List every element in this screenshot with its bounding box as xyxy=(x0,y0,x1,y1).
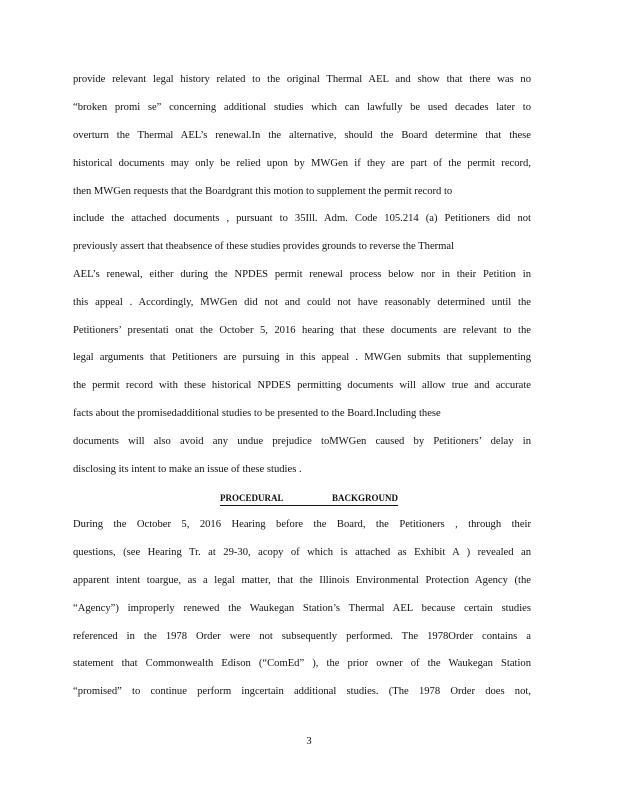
text-line: “Agency”) improperly renewed the Waukegan Station’s Thermal AEL because certain studies xyxy=(73,603,531,614)
text-line: questions, (see Hearing Tr. at 29-30, acopy of which is attached as Exhibit A ) revealed an xyxy=(73,547,531,558)
text-line: documents will also avoid any undue prejudice toMWGen caused by Petitioners’ delay in xyxy=(73,436,531,447)
text-line: legal arguments that Petitioners are pursuing in this appeal . MWGen submits that supplementing xyxy=(73,352,531,363)
page-number: 3 xyxy=(306,736,312,747)
text-line: the permit record with these historical NPDES permitting documents will allow true and accurate xyxy=(73,380,531,391)
text-line: include the attached documents , pursuant to 35Ill. Adm. Code 105.214 (a) Petitioners did not xyxy=(73,213,531,224)
text-line: referenced in the 1978 Order were not subsequently performed. The 1978Order contains a xyxy=(73,631,531,642)
text-line: then MWGen requests that the Boardgrant this motion to supplement the permit record to xyxy=(73,186,453,197)
text-line: facts about the promisedadditional studies to be presented to the Board.Including these xyxy=(73,408,441,419)
text-line: provide relevant legal history related to the original Thermal AEL and show that there was no xyxy=(73,74,531,85)
text-line: AEL’s renewal, either during the NPDES permit renewal process below nor in their Petition in xyxy=(73,269,531,280)
section-heading-word: BACKGROUND xyxy=(331,493,398,503)
text-line: Petitioners’ presentati onat the October 5, 2016 hearing that these documents are relevant to the xyxy=(73,325,531,336)
section-heading xyxy=(220,493,398,506)
text-line: apparent intent toargue, as a legal matter, that the Illinois Environmental Protection Agency (the xyxy=(73,575,531,586)
text-line: overturn the Thermal AEL’s renewal.In the alternative, should the Board determine that these xyxy=(73,130,531,141)
text-line: “promised” to continue perform ingcertain additional studies. (The 1978 Order does not, xyxy=(73,686,531,697)
text-line: During the October 5, 2016 Hearing before the Board, the Petitioners , through their xyxy=(73,519,531,530)
text-line: this appeal . Accordingly, MWGen did not and could not have reasonably determined until the xyxy=(73,297,531,308)
text-line: historical documents may only be relied upon by MWGen if they are part of the permit record, xyxy=(73,158,531,169)
section-heading-word: PROCEDURAL xyxy=(220,493,284,503)
text-line: statement that Commonwealth Edison (“ComEd” ), the prior owner of the Waukegan Station xyxy=(73,658,531,669)
text-line: disclosing its intent to make an issue of these studies . xyxy=(73,464,302,475)
text-line: “broken promi se” concerning additional studies which can lawfully be used decades later to xyxy=(73,102,531,113)
text-line: previously assert that theabsence of these studies provides grounds to reverse the Thermal xyxy=(73,241,455,252)
